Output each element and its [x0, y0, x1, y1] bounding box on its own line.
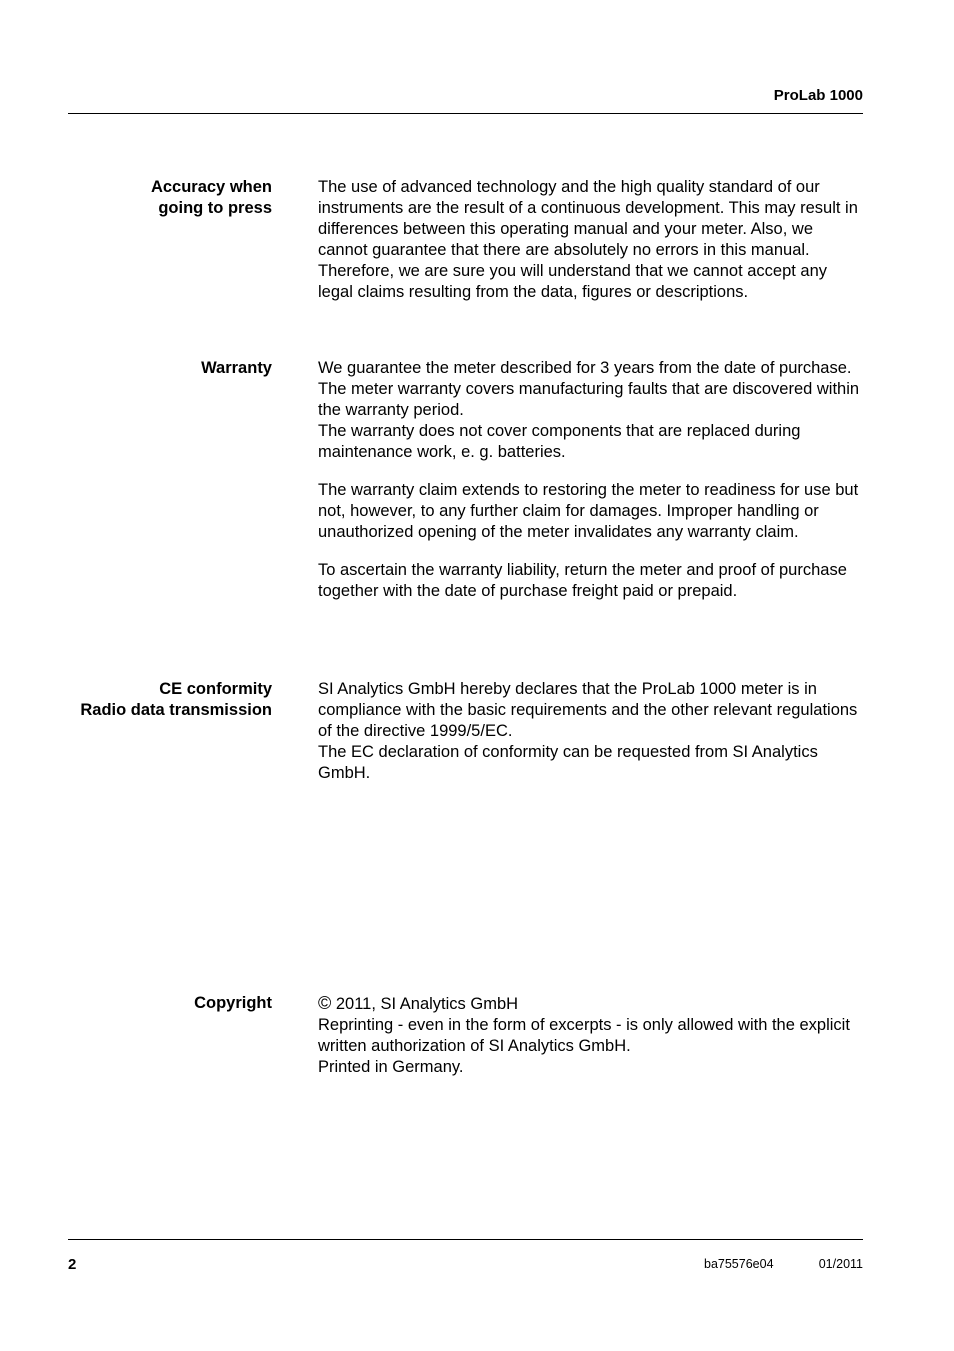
section-label-ce-conformity [68, 679, 272, 721]
copyright-holder: 2011, SI Analytics GmbH [331, 995, 519, 1013]
section-body-warranty [318, 358, 866, 602]
paragraph: Printed in Germany. [318, 1058, 464, 1076]
paragraph: The use of advanced technology and the high quality standard of our instruments are the result of a continuous development. This may result in differences between this operating manual and your meter. Also, we cannot guarantee that there are absolutely no errors in this manual. Therefore, we are sure you will understand that we cannot accept any legal claims resulting from the data, figures or descriptions. [318, 178, 858, 301]
document-id: ba75576e04 [704, 1257, 774, 1271]
paragraph: To ascertain the warranty liability, return the meter and proof of purchase together with the date of purchase freight paid or prepaid. [318, 561, 847, 600]
paragraph: The EC declaration of conformity can be requested from SI Analytics GmbH. [318, 743, 818, 782]
section-body-copyright [318, 993, 866, 1078]
paragraph: We guarantee the meter described for 3 years from the date of purchase. [318, 359, 852, 377]
copyright-line [318, 993, 866, 1015]
label-line: Radio data transmission [80, 701, 272, 719]
paragraph: The meter warranty covers manufacturing faults that are discovered within the warranty period. [318, 380, 860, 419]
paragraph: The warranty does not cover components that are replaced during maintenance work, e. g. batteries. [318, 422, 801, 461]
copyright-symbol: © [318, 993, 332, 1013]
page-number: 2 [68, 1256, 77, 1273]
label-line: Warranty [201, 359, 272, 377]
document-date: 01/2011 [818, 1257, 863, 1271]
section-label-warranty [68, 358, 272, 379]
section-label-accuracy [68, 177, 272, 219]
section-body-ce-conformity [318, 679, 866, 784]
section-body-accuracy [318, 177, 866, 303]
label-line: going to press [158, 199, 272, 217]
section-label-copyright [68, 993, 272, 1014]
paragraph: Reprinting - even in the form of excerpts - is only allowed with the explicit written authorization of SI Analytics GmbH. [318, 1016, 850, 1055]
label-line: Accuracy when [150, 178, 272, 196]
label-line: CE conformity [159, 680, 272, 698]
label-line: Copyright [194, 994, 272, 1012]
running-header-title: ProLab 1000 [773, 87, 863, 104]
paragraph: The warranty claim extends to restoring the meter to readiness for use but not, however, to any further claim for damages. Improper handling or unauthorized opening of the meter invalidates any warranty claim. [318, 481, 859, 541]
footer-rule [68, 1239, 863, 1240]
header-rule [68, 113, 863, 114]
paragraph: SI Analytics GmbH hereby declares that the ProLab 1000 meter is in compliance with the basic requirements and the other relevant regulations of the directive 1999/5/EC. [318, 680, 858, 740]
